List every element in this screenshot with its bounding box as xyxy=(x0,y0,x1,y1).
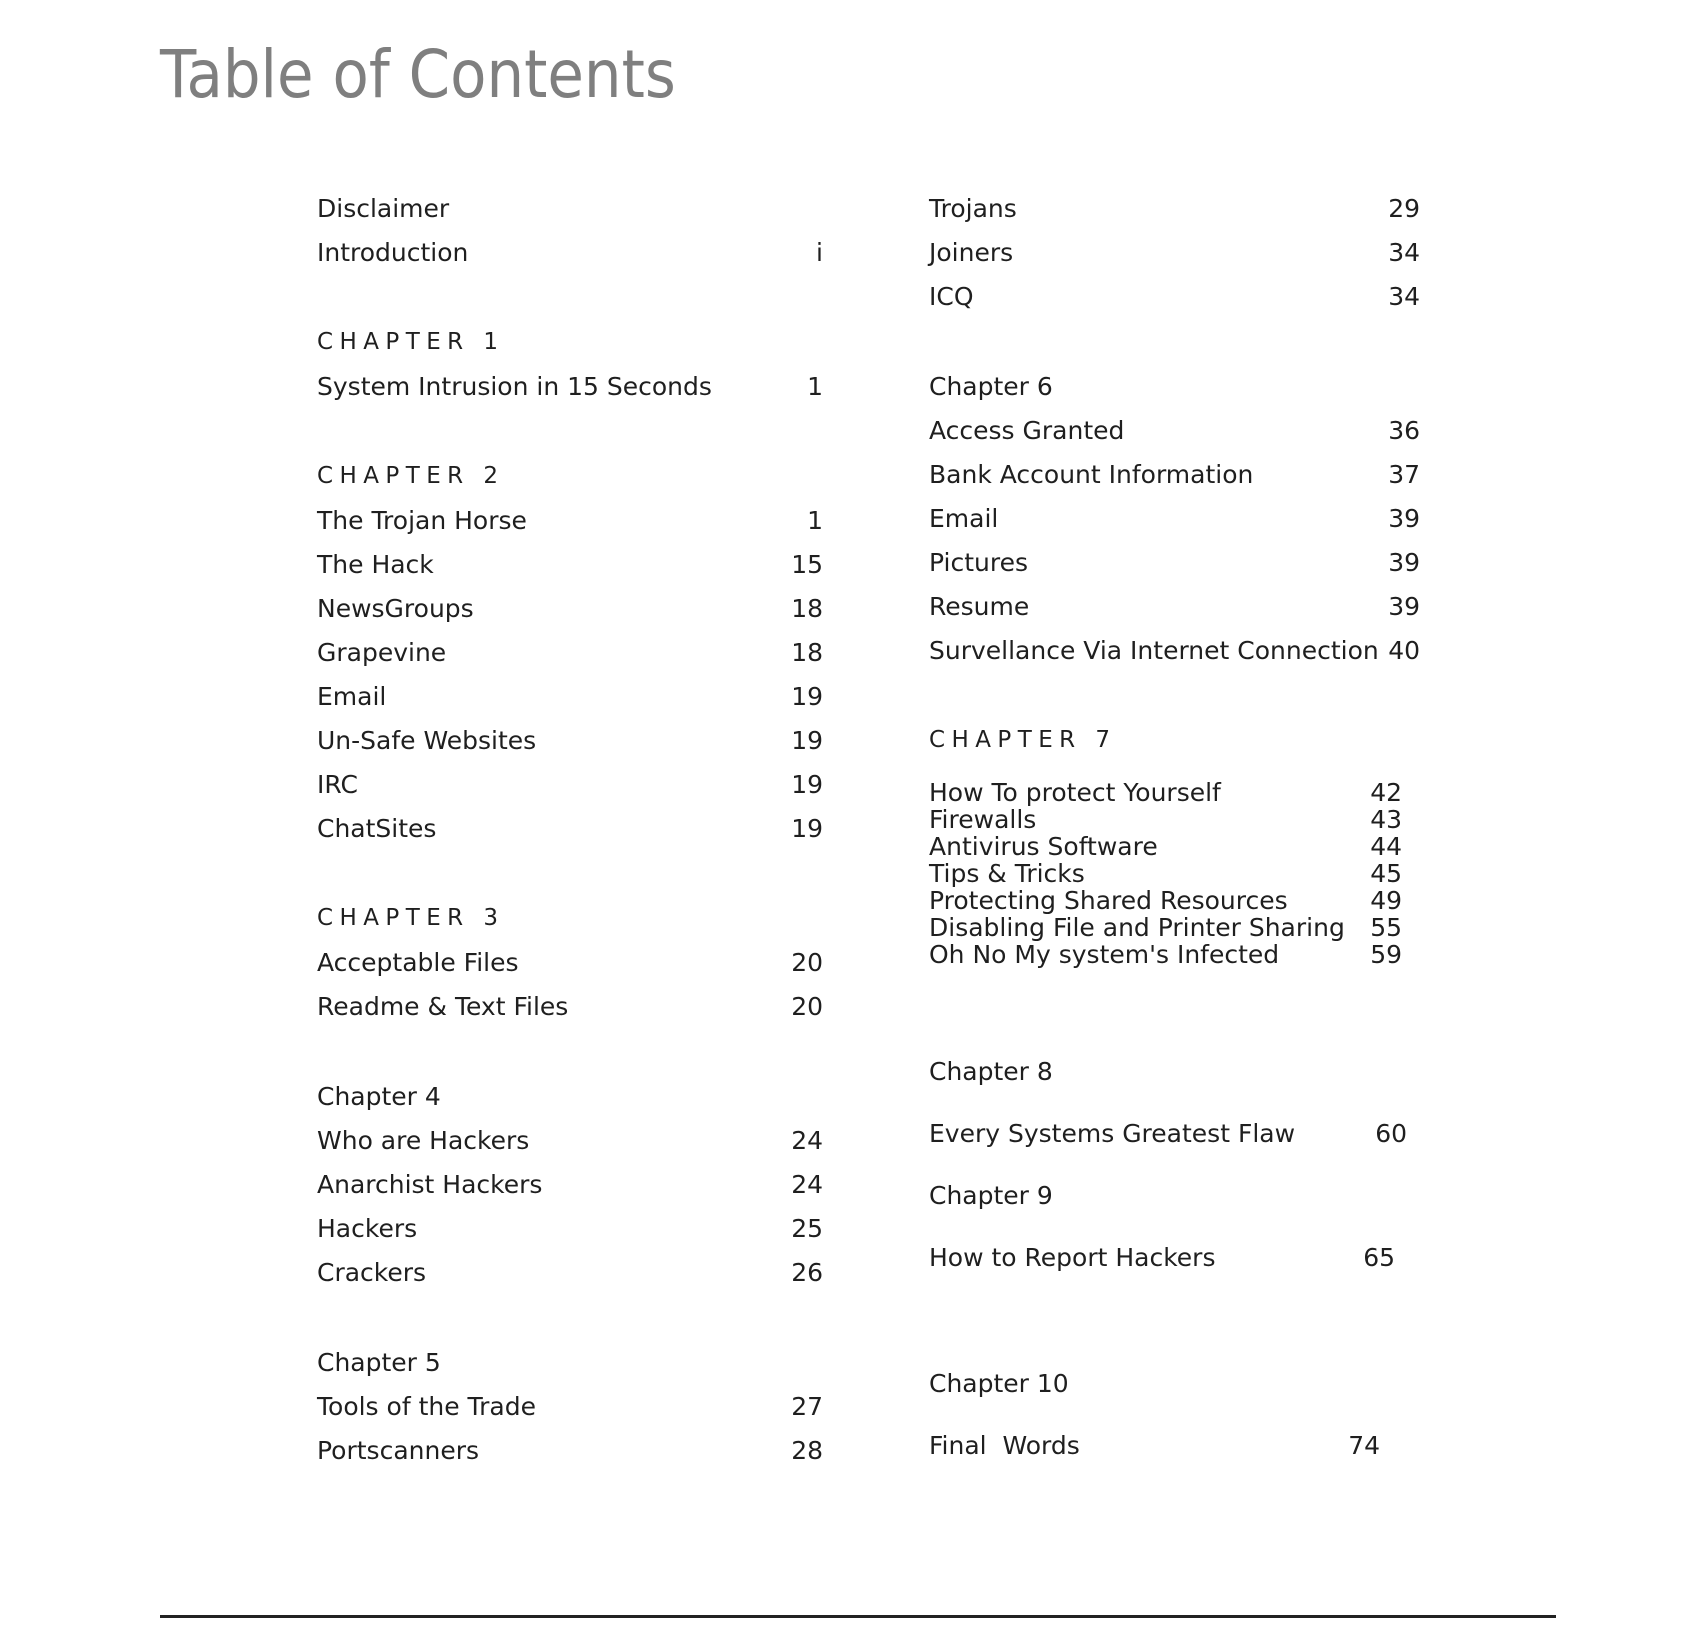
toc-entry-label: Disclaimer xyxy=(317,194,450,224)
toc-entry-label: Crackers xyxy=(317,1258,427,1288)
toc-row xyxy=(317,1341,823,1385)
toc-entry-page: 19 xyxy=(791,770,823,800)
toc-row xyxy=(317,587,823,631)
toc-row xyxy=(317,807,823,851)
toc-entry-label: Chapter 6 xyxy=(929,372,1053,402)
toc-entry-page: 74 xyxy=(1348,1431,1380,1461)
toc-entry-label: Chapter 9 xyxy=(929,1181,1053,1211)
toc-entry-label: Un-Safe Websites xyxy=(317,726,537,756)
toc-entry-label: Bank Account Information xyxy=(929,460,1254,490)
toc-row xyxy=(317,1207,823,1251)
toc-row xyxy=(317,1163,823,1207)
toc-entry-page: 19 xyxy=(791,682,823,712)
toc-entry-page: 25 xyxy=(791,1214,823,1244)
toc-entry-page: 49 xyxy=(1370,885,1402,915)
toc-entry-label: NewsGroups xyxy=(317,594,474,624)
toc-row xyxy=(929,629,1420,673)
toc-entry-page: 34 xyxy=(1388,282,1420,312)
toc-entry-label: CHAPTER 2 xyxy=(317,463,505,490)
bottom-divider-line xyxy=(160,1615,1556,1618)
toc-row xyxy=(929,1362,1420,1406)
toc-entry-label: Final Words xyxy=(929,1431,1080,1461)
toc-row xyxy=(929,779,1420,806)
toc-entry-page: 39 xyxy=(1388,504,1420,534)
toc-entry-page: 42 xyxy=(1370,777,1402,807)
toc-entry-label: How To protect Yourself xyxy=(929,777,1221,807)
toc-entry-page: 24 xyxy=(791,1170,823,1200)
toc-entry-label: Email xyxy=(929,504,999,534)
toc-entry-label: Survellance Via Internet Connection xyxy=(929,636,1379,666)
toc-entry-label: CHAPTER 3 xyxy=(317,905,505,932)
toc-entry-page: 15 xyxy=(791,550,823,580)
toc-entry-page: 19 xyxy=(791,726,823,756)
toc-entry-label: Chapter 4 xyxy=(317,1082,441,1112)
toc-row xyxy=(317,763,823,807)
toc-row xyxy=(317,675,823,719)
toc-row xyxy=(929,806,1420,833)
toc-row xyxy=(929,833,1420,860)
toc-row xyxy=(929,1424,1420,1468)
toc-entry-page: 37 xyxy=(1388,460,1420,490)
toc-entry-label: Portscanners xyxy=(317,1436,480,1466)
toc-row xyxy=(929,1112,1420,1156)
toc-row xyxy=(317,499,823,543)
toc-row xyxy=(929,453,1420,497)
toc-entry-page: 45 xyxy=(1370,858,1402,888)
toc-row xyxy=(317,543,823,587)
toc-entry-label: The Hack xyxy=(317,550,434,580)
toc-row xyxy=(317,187,823,231)
toc-row xyxy=(929,365,1420,409)
toc-column-left xyxy=(317,187,823,1473)
toc-row xyxy=(317,719,823,763)
toc-row xyxy=(929,187,1420,231)
toc-row xyxy=(929,585,1420,629)
toc-row xyxy=(317,365,823,409)
toc-entry-label: Chapter 10 xyxy=(929,1369,1069,1399)
toc-entry-page: 28 xyxy=(791,1436,823,1466)
toc-row xyxy=(317,1385,823,1429)
toc-entry-page: 29 xyxy=(1388,194,1420,224)
toc-entry-label: The Trojan Horse xyxy=(317,506,527,536)
toc-entry-label: How to Report Hackers xyxy=(929,1243,1216,1273)
page-title: Table of Contents xyxy=(160,36,676,113)
toc-column-right xyxy=(929,187,1420,1468)
toc-entry-label: Chapter 8 xyxy=(929,1057,1053,1087)
toc-row xyxy=(929,409,1420,453)
toc-row xyxy=(929,275,1420,319)
toc-row xyxy=(317,1429,823,1473)
toc-entry-label: Firewalls xyxy=(929,804,1037,834)
toc-entry-page: 60 xyxy=(1375,1119,1407,1149)
toc-entry-label: Disabling File and Printer Sharing xyxy=(929,912,1345,942)
toc-row xyxy=(929,887,1420,914)
toc-entry-label: Joiners xyxy=(929,238,1014,268)
toc-entry-label: Every Systems Greatest Flaw xyxy=(929,1119,1296,1149)
toc-entry-page: 44 xyxy=(1370,831,1402,861)
toc-entry-page: 18 xyxy=(791,638,823,668)
toc-entry-page: 59 xyxy=(1370,939,1402,969)
toc-row xyxy=(317,1251,823,1295)
toc-entry-label: Trojans xyxy=(929,194,1017,224)
toc-row xyxy=(929,1050,1420,1094)
toc-row xyxy=(929,541,1420,585)
toc-entry-page: 34 xyxy=(1388,238,1420,268)
toc-entry-label: Who are Hackers xyxy=(317,1126,530,1156)
toc-entry-label: Readme & Text Files xyxy=(317,992,569,1022)
toc-row xyxy=(317,1075,823,1119)
toc-entry-label: System Intrusion in 15 Seconds xyxy=(317,372,712,402)
toc-row xyxy=(317,321,823,365)
toc-row xyxy=(929,231,1420,275)
toc-entry-page: i xyxy=(816,238,823,268)
toc-entry-label: Oh No My system's Infected xyxy=(929,939,1280,969)
toc-entry-page: 27 xyxy=(791,1392,823,1422)
toc-row xyxy=(317,941,823,985)
toc-entry-page: 24 xyxy=(791,1126,823,1156)
toc-entry-label: Antivirus Software xyxy=(929,831,1158,861)
toc-row xyxy=(929,914,1420,941)
toc-entry-page: 1 xyxy=(807,372,823,402)
toc-row xyxy=(929,497,1420,541)
toc-row xyxy=(317,231,823,275)
toc-row xyxy=(929,1236,1420,1280)
toc-entry-label: Resume xyxy=(929,592,1030,622)
toc-entry-label: Tips & Tricks xyxy=(929,858,1085,888)
toc-row xyxy=(317,897,823,941)
toc-entry-label: Grapevine xyxy=(317,638,447,668)
toc-entry-page: 65 xyxy=(1363,1243,1395,1273)
toc-entry-page: 43 xyxy=(1370,804,1402,834)
toc-entry-page: 26 xyxy=(791,1258,823,1288)
toc-entry-page: 20 xyxy=(791,992,823,1022)
toc-entry-label: Acceptable Files xyxy=(317,948,519,978)
toc-entry-page: 40 xyxy=(1388,636,1420,666)
toc-row xyxy=(317,1119,823,1163)
toc-entry-page: 18 xyxy=(791,594,823,624)
toc-entry-label: CHAPTER 7 xyxy=(929,727,1117,754)
toc-entry-label: Chapter 5 xyxy=(317,1348,441,1378)
toc-row xyxy=(929,719,1420,763)
toc-entry-label: Anarchist Hackers xyxy=(317,1170,543,1200)
toc-entry-label: ChatSites xyxy=(317,814,437,844)
toc-entry-label: IRC xyxy=(317,770,358,800)
toc-entry-label: Pictures xyxy=(929,548,1028,578)
toc-row xyxy=(317,631,823,675)
toc-entry-label: Protecting Shared Resources xyxy=(929,885,1288,915)
toc-row xyxy=(929,941,1420,968)
toc-entry-label: CHAPTER 1 xyxy=(317,329,505,356)
toc-entry-label: ICQ xyxy=(929,282,974,312)
toc-entry-page: 39 xyxy=(1388,592,1420,622)
toc-row xyxy=(929,1174,1420,1218)
toc-entry-page: 1 xyxy=(807,506,823,536)
toc-entry-label: Email xyxy=(317,682,387,712)
toc-row xyxy=(317,985,823,1029)
toc-entry-label: Tools of the Trade xyxy=(317,1392,536,1422)
toc-row xyxy=(929,860,1420,887)
toc-entry-label: Introduction xyxy=(317,238,469,268)
toc-entry-page: 19 xyxy=(791,814,823,844)
toc-row xyxy=(317,455,823,499)
toc-entry-page: 36 xyxy=(1388,416,1420,446)
toc-entry-page: 20 xyxy=(791,948,823,978)
toc-entry-page: 55 xyxy=(1370,912,1402,942)
toc-entry-label: Hackers xyxy=(317,1214,418,1244)
toc-entry-page: 39 xyxy=(1388,548,1420,578)
toc-entry-label: Access Granted xyxy=(929,416,1125,446)
